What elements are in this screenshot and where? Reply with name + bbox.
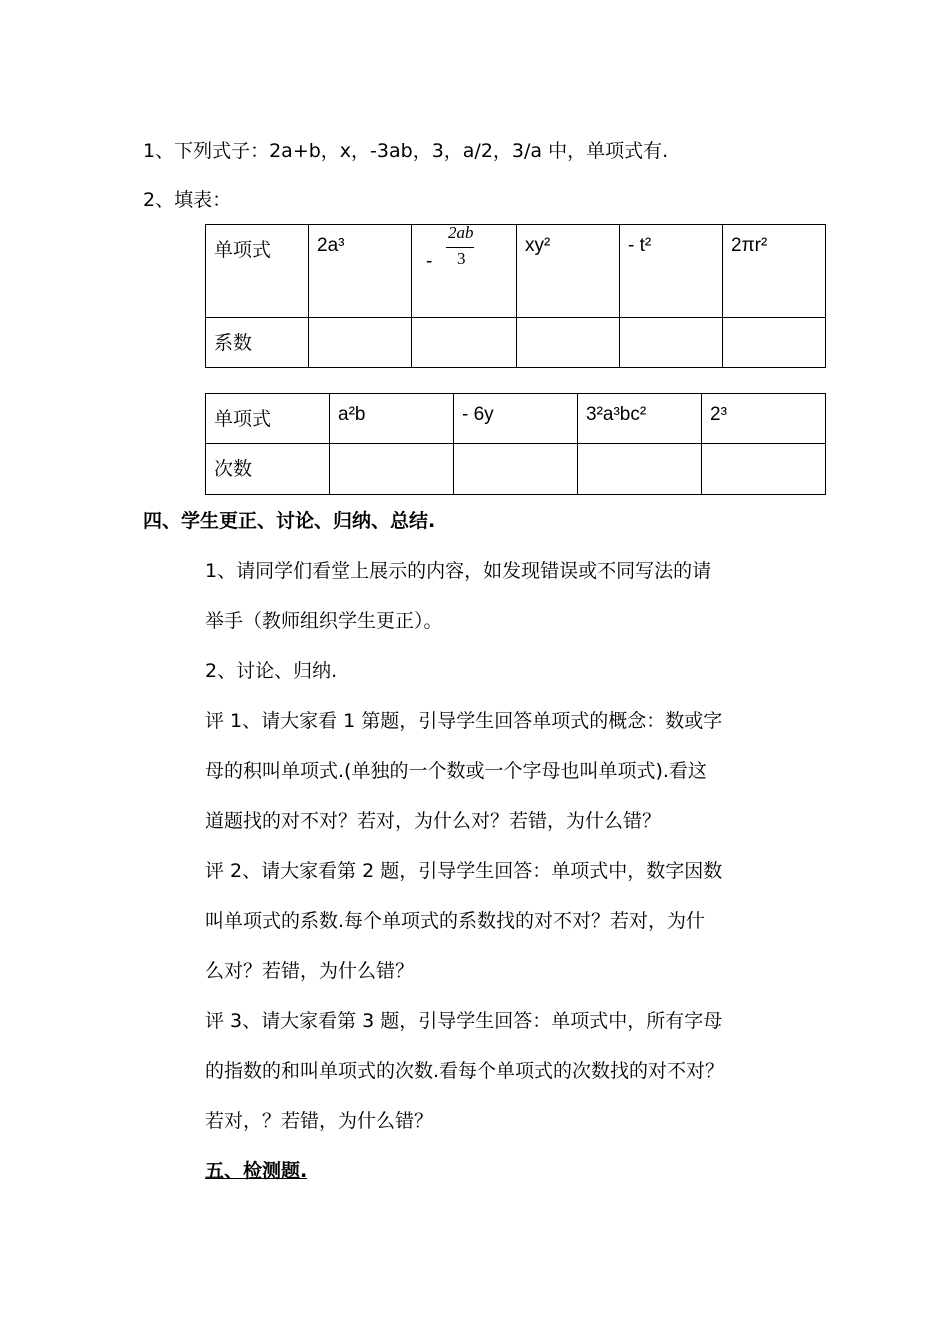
table2-row-label: 次数 — [206, 444, 330, 495]
paragraph-line: 举手（教师组织学生更正）。 — [205, 610, 443, 632]
section-5-heading: 五、检测题. — [205, 1160, 308, 1182]
fraction-denominator: 3 — [457, 249, 466, 268]
section-4-heading: 四、学生更正、讨论、归纳、总结. — [143, 510, 436, 532]
table1-answer-cell[interactable] — [517, 318, 620, 368]
table2-cell: 2³ — [702, 394, 826, 444]
paragraph-line: 评 2、请大家看第 2 题，引导学生回答：单项式中，数字因数 — [205, 860, 723, 882]
paragraph-line: 2、讨论、归纳. — [205, 660, 338, 682]
fraction-sign: - — [426, 251, 433, 272]
paragraph-line: 叫单项式的系数.每个单项式的系数找的对不对？若对，为什 — [205, 910, 706, 932]
table1-cell: xy² — [517, 225, 620, 318]
table1-answer-cell[interactable] — [412, 318, 517, 368]
table1-answer-cell[interactable] — [309, 318, 412, 368]
fraction-bar — [446, 247, 474, 248]
table2-cell: - 6y — [454, 394, 578, 444]
table1-answer-cell[interactable] — [723, 318, 826, 368]
table1-cell: - t² — [620, 225, 723, 318]
table2-cell: a²b — [330, 394, 454, 444]
paragraph-line: 母的积叫单项式.(单独的一个数或一个字母也叫单项式).看这 — [205, 760, 707, 782]
degree-table — [205, 393, 826, 495]
table1-fraction-cell — [412, 225, 517, 318]
paragraph-line: 么对？若错，为什么错？ — [205, 960, 415, 982]
paragraph-line: 评 3、请大家看第 3 题，引导学生回答：单项式中，所有字母 — [205, 1010, 723, 1032]
table2-answer-cell[interactable] — [578, 444, 702, 495]
table2-cell: 3²a³bc² — [578, 394, 702, 444]
table2-answer-cell[interactable] — [330, 444, 454, 495]
paragraph-line: 评 1、请大家看 1 第题，引导学生回答单项式的概念：数或字 — [205, 710, 723, 732]
table1-row-label: 系数 — [206, 318, 309, 368]
question-2: 2、填表： — [143, 189, 232, 211]
paragraph-line: 道题找的对不对？若对，为什么对？若错，为什么错？ — [205, 810, 662, 832]
table2-answer-cell[interactable] — [702, 444, 826, 495]
coefficient-table — [205, 224, 826, 368]
table2-answer-cell[interactable] — [454, 444, 578, 495]
table1-answer-cell[interactable] — [620, 318, 723, 368]
fraction-numerator: 2ab — [448, 223, 474, 242]
question-1: 1、下列式子：2a+b，x，-3ab，3，a/2，3/a 中，单项式有. — [143, 140, 669, 162]
table1-cell: 2πr² — [723, 225, 826, 318]
paragraph-line: 若对，？若错，为什么错？ — [205, 1110, 434, 1132]
table1-cell: 2a³ — [309, 225, 412, 318]
paragraph-line: 1、请同学们看堂上展示的内容，如发现错误或不同写法的请 — [205, 560, 712, 582]
fraction — [420, 223, 490, 289]
table1-header-label: 单项式 — [206, 225, 309, 318]
table2-header-label: 单项式 — [206, 394, 330, 444]
paragraph-line: 的指数的和叫单项式的次数.看每个单项式的次数找的对不对？ — [205, 1060, 725, 1082]
